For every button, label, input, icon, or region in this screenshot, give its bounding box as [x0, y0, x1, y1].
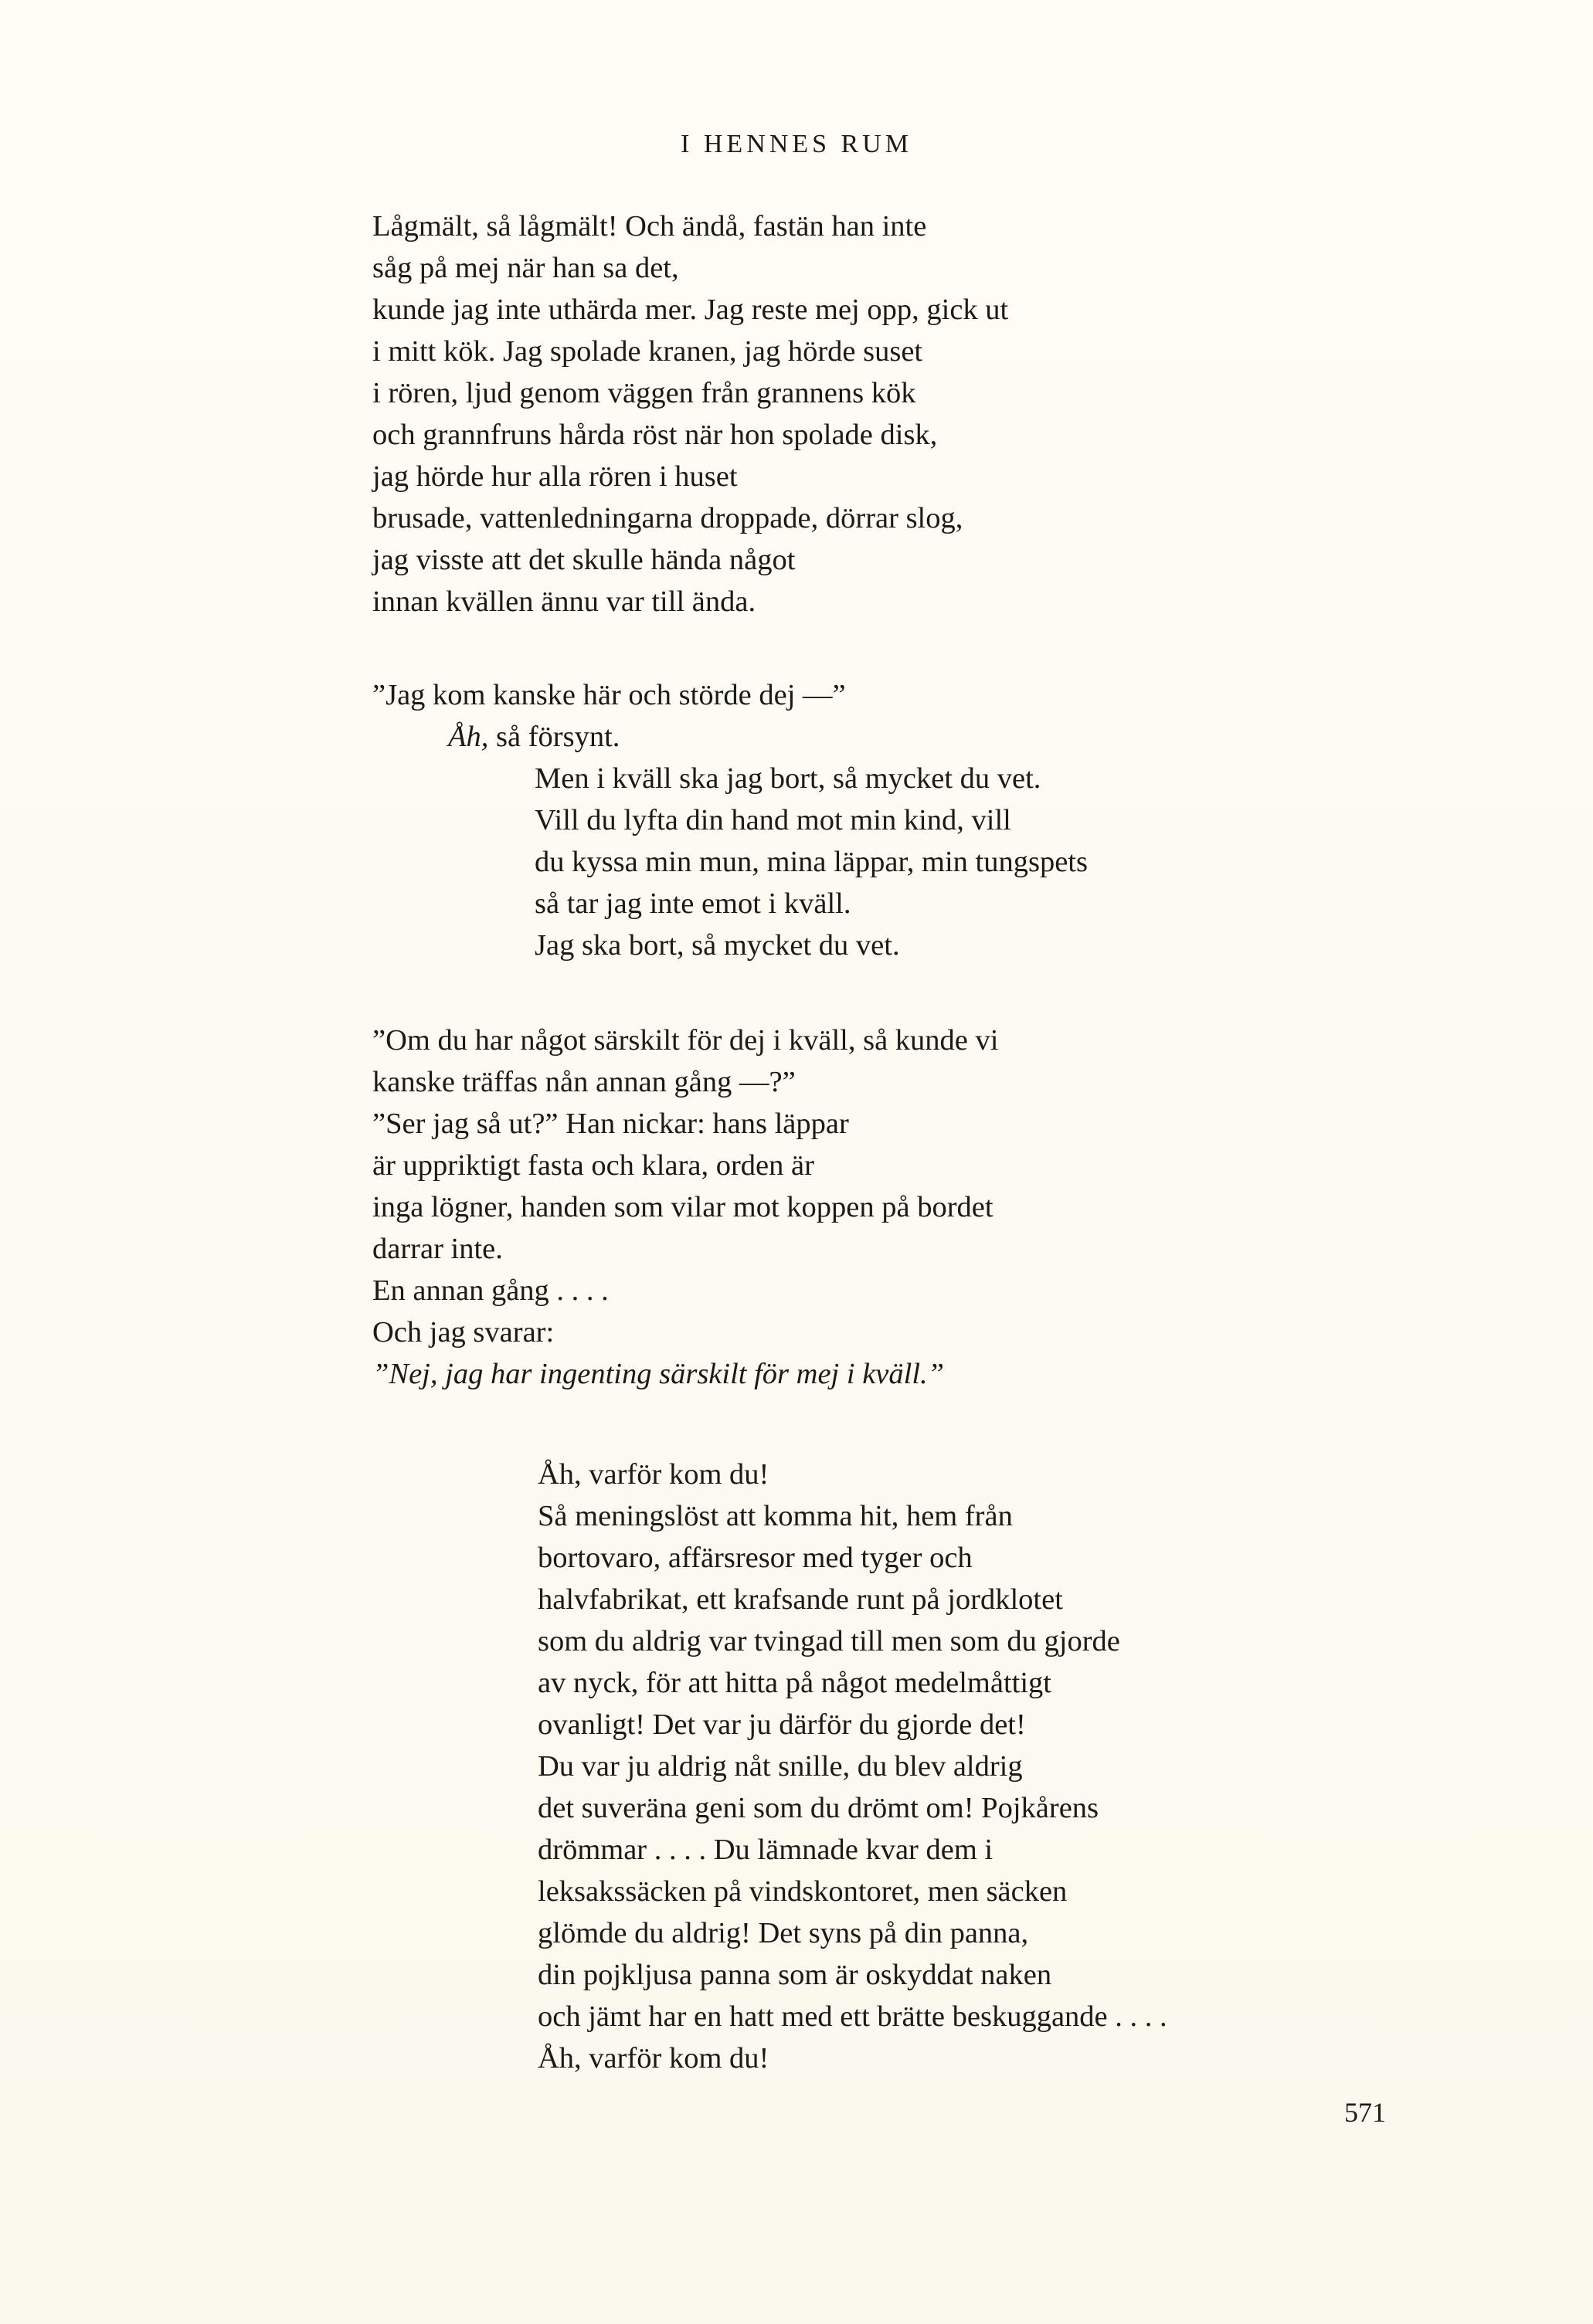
- poem-line: Du var ju aldrig nåt snille, du blev aldrig: [538, 1750, 1023, 1783]
- poem-line: brusade, vattenledningarna droppade, dörrar slog,: [372, 502, 963, 534]
- poem-line: bortovaro, affärsresor med tyger och: [538, 1542, 973, 1574]
- stanza-1: [372, 205, 1008, 623]
- poem-line: En annan gång . . . .: [372, 1274, 609, 1307]
- poem-line: darrar inte.: [372, 1233, 503, 1265]
- running-head: I HENNES RUM: [681, 130, 912, 158]
- poem-line: Åh, varför kom du!: [538, 2042, 769, 2075]
- poem-line: såg på mej när han sa det,: [372, 252, 679, 284]
- poem-line: i rören, ljud genom väggen från grannens kök: [372, 377, 916, 409]
- poem-line: Och jag svarar:: [372, 1316, 555, 1349]
- poem-line: halvfabrikat, ett krafsande runt på jordklotet: [538, 1583, 1063, 1616]
- stanza-2: [372, 674, 1088, 966]
- poem-line: jag visste att det skulle hända något: [372, 544, 796, 576]
- poem-line: ovanligt! Det var ju därför du gjorde det!: [538, 1708, 1026, 1741]
- poem-line: glömde du aldrig! Det syns på din panna,: [538, 1917, 1029, 1949]
- poem-line: kunde jag inte uthärda mer. Jag reste mej opp, gick ut: [372, 293, 1009, 326]
- poem-line: ”Ser jag så ut?” Han nickar: hans läppar: [372, 1108, 849, 1140]
- poem-line: som du aldrig var tvingad till men som du gjorde: [538, 1625, 1120, 1657]
- poem-line: leksakssäcken på vindskontoret, men säcken: [538, 1875, 1068, 1908]
- poem-line: din pojkljusa panna som är oskyddat naken: [538, 1959, 1052, 1991]
- poem-line: så tar jag inte emot i kväll.: [535, 887, 851, 920]
- emphasis-word: Åh,: [448, 721, 489, 753]
- poem-line: av nyck, för att hitta på något medelmåttigt: [538, 1667, 1051, 1699]
- stanza-3: [372, 1020, 998, 1395]
- poem-line: Jag ska bort, så mycket du vet.: [535, 929, 900, 962]
- poem-line: det suveräna geni som du drömt om! Pojkårens: [538, 1792, 1099, 1824]
- poem-line: du kyssa min mun, mina läppar, min tungspets: [535, 846, 1088, 878]
- poem-line: Så meningslöst att komma hit, hem från: [538, 1500, 1013, 1532]
- poem-line-rest: så försynt.: [488, 721, 620, 753]
- poem-line: Åh, varför kom du!: [538, 1458, 769, 1491]
- poem-line: ”Jag kom kanske här och störde dej —”: [372, 679, 846, 711]
- page-number: 571: [1344, 2097, 1386, 2128]
- poem-line: och jämt har en hatt med ett brätte beskuggande . . . .: [538, 2000, 1167, 2033]
- poem-line: kanske träffas nån annan gång —?”: [372, 1066, 796, 1098]
- poem-line: ”Om du har något särskilt för dej i kväll, så kunde vi: [372, 1024, 999, 1057]
- poem-line: innan kvällen ännu var till ända.: [372, 585, 756, 618]
- poem-line: Lågmält, så lågmält! Och ändå, fastän han inte: [372, 210, 927, 243]
- poem-line: i mitt kök. Jag spolade kranen, jag hörde suset: [372, 335, 923, 368]
- poem-line: Men i kväll ska jag bort, så mycket du vet.: [535, 762, 1041, 795]
- stanza-4: [538, 1454, 1167, 2079]
- poem-line: Vill du lyfta din hand mot min kind, vill: [535, 804, 1011, 836]
- poem-line: jag hörde hur alla rören i huset: [372, 460, 738, 493]
- poem-line: inga lögner, handen som vilar mot koppen på bordet: [372, 1191, 994, 1223]
- poem-line: är uppriktigt fasta och klara, orden är: [372, 1149, 814, 1182]
- poem-line: och grannfruns hårda röst när hon spolade disk,: [372, 419, 938, 451]
- poem-line: drömmar . . . . Du lämnade kvar dem i: [538, 1834, 994, 1866]
- poem-line-italic: ”Nej, jag har ingenting särskilt för mej i kväll.”: [372, 1358, 945, 1390]
- poem-line: [372, 716, 1088, 758]
